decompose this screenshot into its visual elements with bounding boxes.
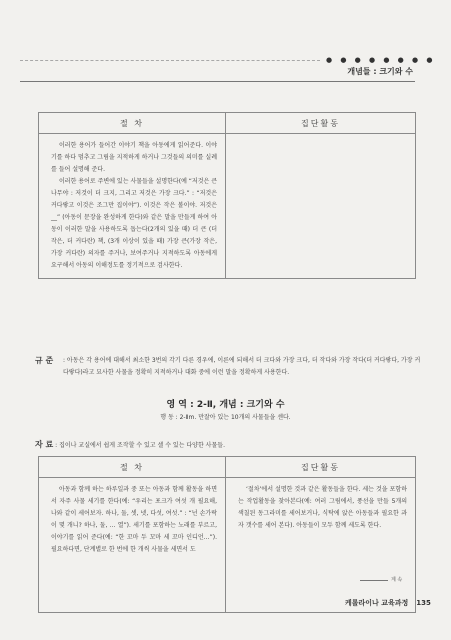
header-dots: ● ● ● ● ● ● ● ● bbox=[326, 56, 436, 64]
material-label: 자 료 bbox=[35, 440, 54, 449]
col-group-activity-header: 집단활동 bbox=[226, 113, 416, 134]
group-activity-paragraph: ‘절차’에서 설명한 것과 같은 활동들을 한다. 세는 것을 포함하는 작업활동을 찾아본다(예: 여러 그림에서, 풍선을 만들 5개의 색칠된 동그라미를 세어보거나, 식탁에 앉은 아동들과 필요한 과자 갯수를 세어 본다). 아동들이 모두 함께 세도록 한다. bbox=[238, 486, 407, 529]
procedure-paragraph: 이러한 용어가 들어간 이야기 책을 아동에게 읽어준다. 이야기를 하다 멈추고 그림을 지적하게 하거나 그것들의 의미를 실례를 들어 설명해 준다. bbox=[51, 142, 217, 173]
procedure-table-2 bbox=[38, 456, 416, 613]
criterion-label: 규 준 bbox=[35, 356, 54, 365]
material-text: : 집이나 교실에서 쉽게 조작할 수 있고 셀 수 있는 다양한 사물들. bbox=[55, 442, 225, 449]
procedure-paragraph: 아동과 함께 하는 하루일과 중 또는 아동과 함께 활동을 하면서 자주 사물 세기를 한다(예: “우리는 포크가 여섯 개 필요해, 나와 같이 세어보자. 하나, 둘, 셋, 넷, 다섯, 여섯.” : “넌 손가락이 몇 개니? 하나, 둘, … 열”). 세기를 포함하는 노래를 부르고, 이야기를 읽어 준다(예: “한 꼬마 두 꼬마 세 꼬마 인디언…”). 필요하다면, 단계별로 한 번에 한 개씩 사물을 세면서 도 bbox=[51, 486, 217, 553]
col-procedure-header: 절 차 bbox=[39, 113, 226, 134]
section-behavior: 행 동 : 2-Ⅱm. 만잘아 있는 10개의 사물들을 센다. bbox=[160, 414, 291, 421]
page-footer bbox=[345, 598, 431, 608]
procedure-table-1 bbox=[38, 112, 416, 279]
page-number: 135 bbox=[416, 599, 431, 607]
procedure-paragraph: 이러한 용어로 주변에 있는 사물들을 설명한다(예 “저것은 큰 나무야 : 저것이 더 크지, 그리고 저것은 가장 크다.” : “저것은 커다랗고 이것은 조그만 집이야”). 이것은 작은 볼이야. 저것은 __” (아동이 문장을 완성하게 한다)와 같은 말을 만들게 하여 아동이 이러한 말을 사용하도록 돕는다(2개의 있을 때) 더 큰 (더 작은, 더 커다란) 책, (3개 이상이 있을 때) 가장 큰(가장 작은, 가장 커다란) 의자를 주거나, 보여주거나 지적하도록 아동에게 요구해서 아동의 이해정도를 정기적으로 검사한다. bbox=[51, 178, 217, 269]
col-group-activity-header: 집단활동 bbox=[226, 457, 416, 478]
procedure-cell bbox=[39, 134, 226, 279]
section-title: 영 역 : 2-Ⅱ, 개념 : 크기와 수 bbox=[166, 400, 285, 410]
group-activity-cell bbox=[226, 478, 416, 613]
footer-title: 케롤라이나 교육과정 bbox=[345, 599, 409, 607]
criterion-note bbox=[35, 355, 425, 379]
running-header: 개념들 : 크기와 수 bbox=[347, 67, 413, 76]
group-activity-cell bbox=[226, 134, 416, 279]
header-rule bbox=[20, 81, 415, 82]
header-dashed-line bbox=[20, 60, 320, 61]
continue-label: 계 속 bbox=[391, 577, 403, 583]
continue-rule bbox=[360, 580, 388, 581]
material-line bbox=[35, 439, 225, 450]
criterion-text: : 아동은 각 용어에 대해서 최소한 3번의 각기 다른 경우에, 이른에 되해서 더 크다와 가장 크다, 더 작다와 가장 작다(더 커다랗다, 가장 커다랗다)라고 묘사한 사물을 정확히 지적하거나 대화 중에 이런 말을 정확하게 사용한다. bbox=[63, 357, 421, 376]
col-procedure-header: 절 차 bbox=[39, 457, 226, 478]
procedure-cell bbox=[39, 478, 226, 613]
